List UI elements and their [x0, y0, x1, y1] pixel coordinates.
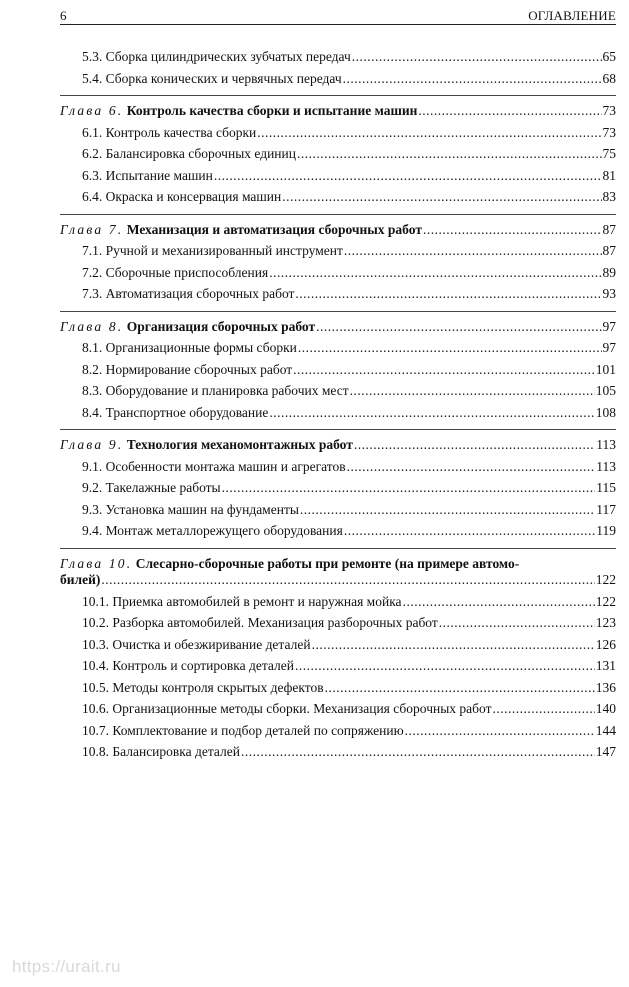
toc-chapter-8[interactable] [60, 316, 616, 338]
dot-leader [492, 698, 594, 719]
toc-chapter-10[interactable] [60, 553, 616, 588]
toc-entry[interactable] [60, 677, 616, 699]
dot-leader [293, 359, 595, 380]
toc-entry[interactable] [60, 520, 616, 542]
toc-entry-title: 5.3. Сборка цилиндрических зубчатых передач [82, 49, 351, 64]
dot-leader [298, 337, 602, 358]
toc-entry-page: 119 [596, 523, 616, 538]
toc-entry-page: 97 [602, 318, 616, 334]
table-of-contents [60, 46, 616, 763]
dot-leader [405, 720, 595, 741]
toc-entry[interactable] [60, 68, 616, 90]
toc-entry[interactable] [60, 122, 616, 144]
watermark: https://urait.ru [12, 957, 121, 976]
toc-entry-title: 9.3. Установка машин на фундаменты [82, 501, 299, 517]
toc-entry-page: 83 [602, 189, 616, 204]
dot-leader [344, 520, 595, 541]
dot-leader [350, 380, 595, 401]
divider [60, 548, 616, 549]
toc-entry-title: 6.3. Испытание машин [82, 167, 213, 183]
toc-entry-page: 101 [595, 361, 616, 377]
toc-entry[interactable] [60, 143, 616, 165]
dot-leader [352, 46, 602, 67]
toc-entry-title: 7.3. Автоматизация сборочных работ [82, 286, 295, 301]
toc-entry-page: 93 [602, 286, 616, 301]
toc-entry-title: 10.7. Комплектование и подбор деталей по сопряжению [82, 722, 404, 738]
toc-entry[interactable] [60, 499, 616, 521]
toc-entry-title: 10.8. Балансировка деталей [82, 744, 240, 759]
dot-leader [316, 316, 601, 337]
toc-entry[interactable] [60, 698, 616, 720]
toc-entry-page: 122 [595, 571, 616, 587]
page-number: 6 [60, 8, 67, 23]
toc-entry-page: 73 [602, 124, 616, 140]
chapter-title: Слесарно-сборочные работы при ремонте (на примере автомо- [135, 555, 520, 571]
dot-leader [295, 655, 595, 676]
dot-leader [297, 143, 602, 164]
toc-entry-page: 105 [595, 383, 616, 398]
dot-leader [282, 186, 601, 207]
toc-entry[interactable] [60, 283, 616, 305]
toc-entry-page: 147 [595, 744, 616, 759]
toc-entry-title: 10.1. Приемка автомобилей в ремонт и наружная мойка [82, 593, 402, 609]
toc-entry-title: 9.1. Особенности монтажа машин и агрегатов [82, 458, 346, 474]
toc-entry[interactable] [60, 655, 616, 677]
divider [60, 311, 616, 312]
toc-entry[interactable] [60, 165, 616, 187]
toc-entry-page: 108 [595, 404, 616, 420]
dot-leader [214, 165, 602, 186]
toc-entry-title: 6.4. Окраска и консервация машин [82, 189, 282, 204]
toc-entry-title: 10.5. Методы контроля скрытых дефектов [82, 679, 324, 695]
toc-entry-page: 122 [595, 593, 616, 609]
toc-entry-page: 97 [602, 340, 616, 355]
toc-entry-page: 68 [602, 70, 616, 86]
toc-entry-page: 131 [595, 658, 616, 673]
toc-entry-page: 73 [602, 103, 616, 118]
dot-leader [354, 434, 595, 455]
toc-entry-page: 117 [596, 501, 616, 517]
toc-entry-title: 8.1. Организационные формы сборки [82, 340, 297, 355]
dot-leader [423, 219, 602, 240]
toc-entry-title: 6.2. Балансировка сборочных единиц [82, 146, 296, 161]
running-title: ОГЛАВЛЕНИЕ [528, 8, 616, 23]
toc-entry-page: 136 [595, 679, 616, 695]
toc-entry[interactable] [60, 240, 616, 262]
toc-entry-title: 10.4. Контроль и сортировка деталей [82, 658, 294, 673]
dot-leader [418, 100, 601, 121]
toc-entry[interactable] [60, 380, 616, 402]
document-page [60, 0, 616, 987]
toc-entry[interactable] [60, 720, 616, 742]
divider [60, 214, 616, 215]
toc-entry-title: Глава 9. Технология механомонтажных работ [60, 437, 353, 452]
toc-entry-title: 9.4. Монтаж металлорежущего оборудования [82, 523, 343, 538]
dot-leader [269, 402, 594, 423]
toc-entry-title: Глава 8. Организация сборочных работ [60, 318, 316, 334]
dot-leader [403, 591, 595, 612]
toc-entry[interactable] [60, 46, 616, 68]
toc-entry-page: 123 [595, 615, 616, 630]
divider [60, 95, 616, 96]
toc-entry-page: 87 [602, 221, 616, 237]
dot-leader [241, 741, 595, 762]
dot-leader [439, 612, 595, 633]
toc-entry-title: 6.1. Контроль качества сборки [82, 124, 257, 140]
toc-entry-page: 115 [596, 480, 616, 495]
toc-entry-page: 87 [602, 243, 616, 258]
dot-leader [344, 240, 602, 261]
toc-entry-page: 89 [602, 264, 616, 280]
toc-entry[interactable] [60, 477, 616, 499]
toc-entry-title: 8.4. Транспортное оборудование [82, 404, 269, 420]
toc-entry-title: 8.2. Нормирование сборочных работ [82, 361, 293, 377]
toc-entry[interactable] [60, 337, 616, 359]
dot-leader [347, 456, 596, 477]
toc-chapter-9[interactable] [60, 434, 616, 456]
dot-leader [257, 122, 601, 143]
toc-entry-page: 113 [596, 458, 616, 474]
toc-entry-title: Глава 6. Контроль качества сборки и испытание машин [60, 103, 418, 118]
dot-leader [295, 283, 601, 304]
toc-entry[interactable] [60, 402, 616, 424]
toc-entry-title: 5.4. Сборка конических и червячных передач [82, 70, 342, 86]
toc-entry[interactable] [60, 456, 616, 478]
toc-entry-page: 81 [602, 167, 616, 183]
dot-leader [300, 499, 595, 520]
toc-entry-page: 113 [596, 437, 616, 452]
toc-entry-title: 9.2. Такелажные работы [82, 480, 221, 495]
toc-entry[interactable] [60, 359, 616, 381]
dot-leader [269, 262, 601, 283]
toc-entry-title: 8.3. Оборудование и планировка рабочих мест [82, 383, 349, 398]
divider [60, 429, 616, 430]
toc-entry[interactable] [60, 262, 616, 284]
toc-entry[interactable] [60, 634, 616, 656]
chapter-label: Глава 10. [60, 555, 133, 571]
toc-chapter-6[interactable] [60, 100, 616, 122]
running-header [60, 8, 616, 25]
toc-entry-page: 144 [595, 722, 616, 738]
toc-entry-page: 75 [602, 146, 616, 161]
dot-leader [312, 634, 595, 655]
dot-leader [343, 68, 602, 89]
toc-chapter-7[interactable] [60, 219, 616, 241]
dot-leader [222, 477, 596, 498]
toc-entry-title: 10.2. Разборка автомобилей. Механизация разборочных работ [82, 615, 438, 630]
toc-entry-page: 65 [602, 49, 616, 64]
toc-entry[interactable] [60, 186, 616, 208]
dot-leader [101, 572, 594, 588]
toc-entry[interactable] [60, 612, 616, 634]
dot-leader [325, 677, 595, 698]
toc-entry-page: 126 [595, 636, 616, 652]
chapter-title: билей) [60, 571, 101, 587]
toc-entry[interactable] [60, 741, 616, 763]
toc-entry[interactable] [60, 591, 616, 613]
toc-entry-title: Глава 7. Механизация и автоматизация сборочных работ [60, 221, 422, 237]
toc-entry-title: 7.2. Сборочные приспособления [82, 264, 269, 280]
toc-entry-page: 140 [595, 701, 616, 716]
toc-entry-title: 10.6. Организационные методы сборки. Механизация сборочных работ [82, 701, 492, 716]
toc-entry-title: 7.1. Ручной и механизированный инструмент [82, 243, 343, 258]
toc-entry-title: 10.3. Очистка и обезжиривание деталей [82, 636, 311, 652]
